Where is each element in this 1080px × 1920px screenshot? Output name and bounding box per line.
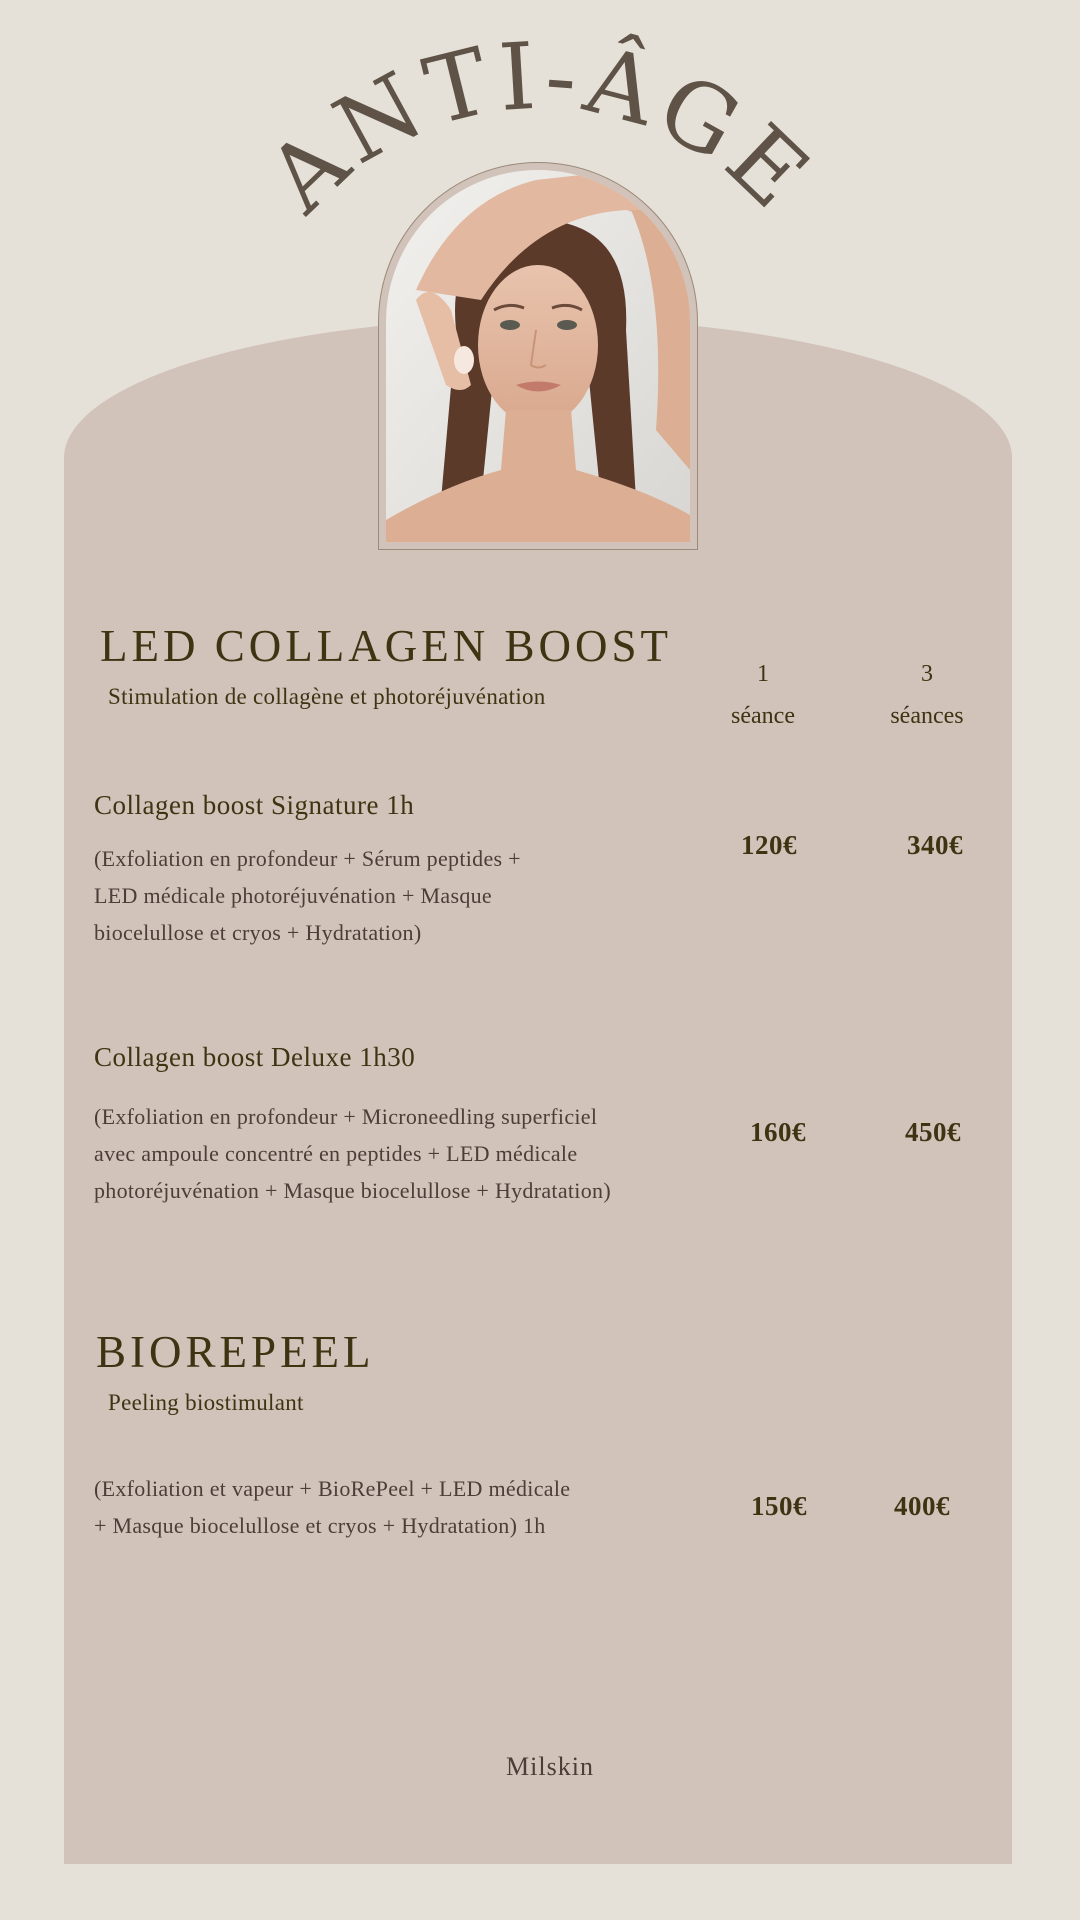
description-line: photoréjuvénation + Masque biocelullose + Hydratation) (94, 1178, 611, 1203)
column-header-label: séance (731, 703, 795, 729)
section-title-led-collagen-boost: LED COLLAGEN BOOST (100, 621, 672, 671)
section-title-biorepeel: BIOREPEEL (96, 1327, 375, 1377)
portrait-image (386, 170, 690, 542)
description-line: (Exfoliation en profondeur + Sérum peptides + (94, 846, 521, 871)
column-header-number: 1 (757, 661, 769, 687)
price-3-seances: 340€ (907, 830, 963, 860)
price-1-seance: 120€ (741, 830, 797, 860)
description-line: + Masque biocelullose et cryos + Hydratation) 1h (94, 1513, 546, 1538)
section-subtitle-biorepeel: Peeling biostimulant (108, 1390, 304, 1415)
service-description (94, 1470, 714, 1544)
service-description (94, 1098, 714, 1209)
column-header-1-seance (693, 653, 833, 737)
service-description (94, 840, 694, 951)
description-line: avec ampoule concentré en peptides + LED médicale (94, 1141, 578, 1166)
description-line: biocelullose et cryos + Hydratation) (94, 920, 422, 945)
brand-name: Milskin (506, 1752, 594, 1781)
description-line: (Exfoliation et vapeur + BioRePeel + LED médicale (94, 1476, 571, 1501)
page-title-text: ANTI-ÂGE (247, 22, 833, 233)
price-3-seances: 450€ (905, 1117, 961, 1147)
description-line: LED médicale photoréjuvénation + Masque (94, 883, 492, 908)
price-1-seance: 160€ (750, 1117, 806, 1147)
column-header-label: séances (890, 703, 964, 729)
column-header-3-seances (857, 653, 997, 737)
service-name: Collagen boost Signature 1h (94, 790, 415, 820)
section-subtitle-led-collagen-boost: Stimulation de collagène et photoréjuvénation (108, 684, 546, 709)
description-line: (Exfoliation en profondeur + Microneedling superficiel (94, 1104, 598, 1129)
column-header-number: 3 (921, 661, 933, 687)
price-3-seances: 400€ (894, 1491, 950, 1521)
service-name: Collagen boost Deluxe 1h30 (94, 1042, 416, 1072)
price-1-seance: 150€ (751, 1491, 807, 1521)
